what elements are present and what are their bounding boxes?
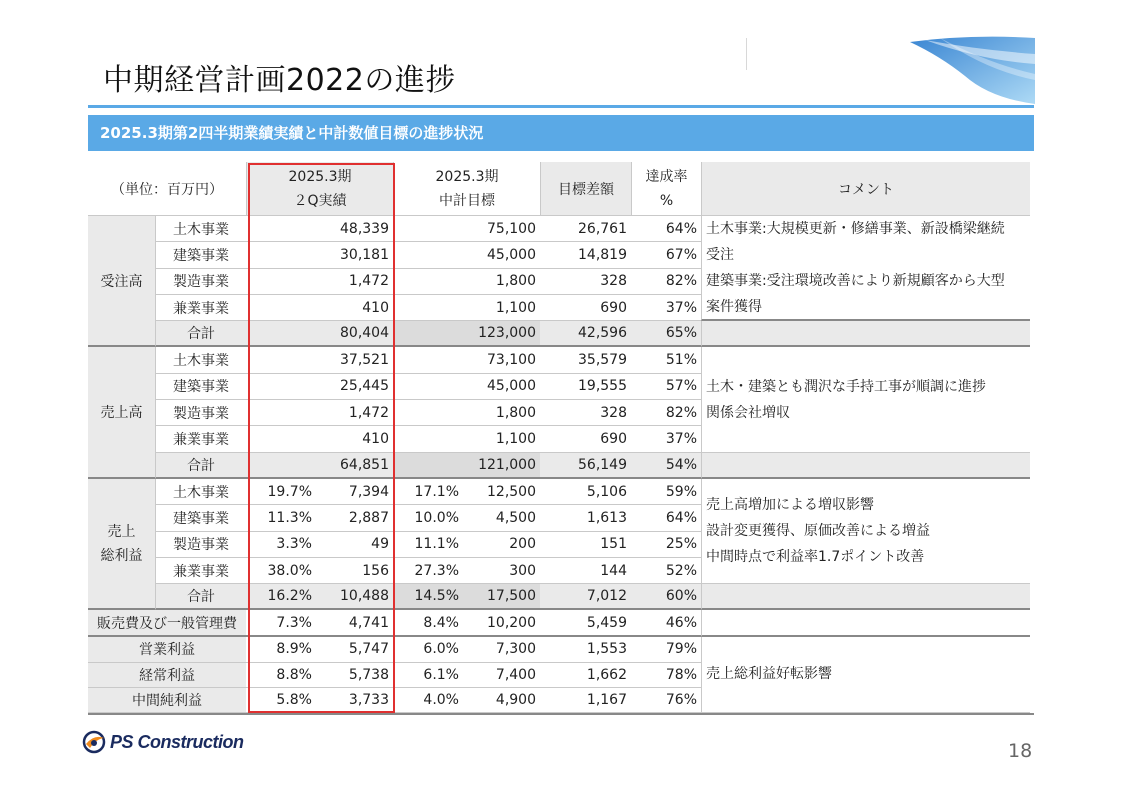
row-name: 建築事業 — [156, 374, 246, 400]
diff-value: 690 — [540, 295, 631, 321]
diff-value: 14,819 — [540, 242, 631, 268]
plan-value: 4,900 — [463, 688, 540, 713]
rate-value: 82% — [631, 269, 701, 295]
rate-value: 82% — [631, 400, 701, 426]
plan-value: 1,100 — [393, 426, 540, 452]
plan-value: 75,100 — [393, 216, 540, 242]
diff-value: 26,761 — [540, 216, 631, 242]
total-plan: 121,000 — [393, 453, 540, 479]
actual-value: 49 — [316, 532, 393, 558]
actual-pct: 38.0% — [246, 558, 316, 584]
orders-label: 受注高 — [88, 216, 156, 347]
diff-value: 328 — [540, 400, 631, 426]
progress-table — [88, 162, 1034, 713]
comment-line: 売上高増加による増収影響 — [706, 497, 874, 514]
actual-value: 5,747 — [316, 637, 393, 663]
plan-value: 73,100 — [393, 347, 540, 373]
sga-comment-cell — [701, 610, 1030, 636]
diff-value: 1,662 — [540, 663, 631, 688]
total-rate: 54% — [631, 453, 701, 479]
plan-value: 1,800 — [393, 269, 540, 295]
rate-value: 37% — [631, 295, 701, 321]
rate-value: 78% — [631, 663, 701, 688]
actual-value: 37,521 — [246, 347, 393, 373]
actual-pct: 8.8% — [246, 663, 316, 688]
comment-line: 関係会社増収 — [706, 404, 790, 421]
row-name: 製造事業 — [156, 532, 246, 558]
row-name: 土木事業 — [156, 347, 246, 373]
plan-pct: 4.0% — [393, 688, 463, 713]
row-name: 兼業事業 — [156, 558, 246, 584]
diff-header: 目標差額 — [540, 162, 631, 216]
comment-line: 土木・建築とも潤沢な手持工事が順調に進捗 — [706, 378, 986, 395]
sga-plan-pct: 8.4% — [393, 610, 463, 636]
diff-value: 1,167 — [540, 688, 631, 713]
comment-line: 受注 — [706, 246, 734, 263]
diff-value: 1,613 — [540, 505, 631, 531]
actual-value: 2,887 — [316, 505, 393, 531]
rate-value: 76% — [631, 688, 701, 713]
total-plan: 123,000 — [393, 321, 540, 347]
sales-label: 売上高 — [88, 347, 156, 478]
row-name: 土木事業 — [156, 216, 246, 242]
diff-value: 151 — [540, 532, 631, 558]
comment-header: コメント — [701, 162, 1030, 216]
page-number: 18 — [1008, 740, 1033, 762]
rate-header-line2: % — [659, 192, 674, 209]
plan-header-line2: 中計目標 — [439, 192, 495, 209]
total-actual: 80,404 — [246, 321, 393, 347]
plan-value: 4,500 — [463, 505, 540, 531]
sga-rate: 46% — [631, 610, 701, 636]
plan-pct: 6.1% — [393, 663, 463, 688]
actual-pct: 3.3% — [246, 532, 316, 558]
gross-comment — [701, 479, 1030, 584]
orders-comment — [701, 216, 1030, 321]
total-actual: 10,488 — [316, 584, 393, 610]
actual-value: 7,394 — [316, 479, 393, 505]
plan-header-line1: 2025.3期 — [435, 168, 499, 185]
rate-value: 79% — [631, 637, 701, 663]
plan-pct: 17.1% — [393, 479, 463, 505]
header-divider — [746, 38, 747, 70]
comment-line: 中間時点で利益率1.7ポイント改善 — [706, 549, 925, 566]
diff-value: 144 — [540, 558, 631, 584]
company-logo — [82, 730, 244, 754]
total-diff: 42,596 — [540, 321, 631, 347]
page-title: 中期経営計画2022の進捗 — [103, 63, 456, 98]
total-name: 合計 — [156, 321, 246, 347]
diff-value: 690 — [540, 426, 631, 452]
row-name: 経常利益 — [88, 663, 246, 688]
actual-value: 410 — [246, 295, 393, 321]
section-title: 2025.3期第2四半期業績実績と中計数値目標の進捗状況 — [88, 115, 1034, 151]
diff-value: 328 — [540, 269, 631, 295]
actual-header-line2: ２Q実績 — [293, 192, 347, 209]
rate-value: 64% — [631, 216, 701, 242]
plan-value: 45,000 — [393, 242, 540, 268]
plan-pct: 6.0% — [393, 637, 463, 663]
rate-header-line1: 達成率 — [645, 168, 688, 185]
row-name: 製造事業 — [156, 269, 246, 295]
rate-value: 57% — [631, 374, 701, 400]
row-name: 中間純利益 — [88, 688, 246, 713]
plan-value: 7,300 — [463, 637, 540, 663]
actual-value: 1,472 — [246, 400, 393, 426]
diff-value: 1,553 — [540, 637, 631, 663]
total-plan-pct: 14.5% — [393, 584, 463, 610]
row-name: 兼業事業 — [156, 426, 246, 452]
diff-value: 35,579 — [540, 347, 631, 373]
comment-line: 建築事業:受注環境改善により新規顧客から大型 — [706, 272, 1005, 289]
profit-comment: 売上総利益好転影響 — [701, 637, 1030, 713]
actual-value: 1,472 — [246, 269, 393, 295]
rate-value: 67% — [631, 242, 701, 268]
comment-line: 案件獲得 — [706, 298, 762, 315]
logo-text: PS Construction — [110, 731, 244, 752]
actual-header — [246, 162, 393, 216]
comment-line: 土木事業:大規模更新・修繕事業、新設橋梁継続 — [706, 220, 1005, 237]
total-actual: 64,851 — [246, 453, 393, 479]
sga-actual: 4,741 — [316, 610, 393, 636]
plan-value: 200 — [463, 532, 540, 558]
actual-pct: 11.3% — [246, 505, 316, 531]
actual-pct: 5.8% — [246, 688, 316, 713]
plan-header — [393, 162, 540, 216]
row-name: 土木事業 — [156, 479, 246, 505]
table-bottom-rule — [88, 713, 1034, 715]
corner-wave-decoration — [880, 34, 1035, 104]
actual-header-line1: 2025.3期 — [288, 168, 352, 185]
ps-logo-icon — [82, 730, 106, 754]
row-name: 製造事業 — [156, 400, 246, 426]
rate-header — [631, 162, 701, 216]
total-diff: 7,012 — [540, 584, 631, 610]
actual-value: 48,339 — [246, 216, 393, 242]
sga-plan: 10,200 — [463, 610, 540, 636]
plan-pct: 10.0% — [393, 505, 463, 531]
plan-pct: 27.3% — [393, 558, 463, 584]
sga-actual-pct: 7.3% — [246, 610, 316, 636]
actual-value: 25,445 — [246, 374, 393, 400]
total-name: 合計 — [156, 453, 246, 479]
plan-value: 12,500 — [463, 479, 540, 505]
actual-value: 5,738 — [316, 663, 393, 688]
gross-label-line1: 売上 — [107, 523, 136, 540]
row-name: 建築事業 — [156, 505, 246, 531]
actual-pct: 8.9% — [246, 637, 316, 663]
total-plan: 17,500 — [463, 584, 540, 610]
total-diff: 56,149 — [540, 453, 631, 479]
total-actual-pct: 16.2% — [246, 584, 316, 610]
row-name: 営業利益 — [88, 637, 246, 663]
sales-comment — [701, 347, 1030, 452]
actual-value: 156 — [316, 558, 393, 584]
total-comment-cell — [701, 584, 1030, 610]
rate-value: 52% — [631, 558, 701, 584]
sga-label: 販売費及び一般管理費 — [88, 610, 246, 636]
row-name: 建築事業 — [156, 242, 246, 268]
plan-value: 300 — [463, 558, 540, 584]
unit-header: （単位：百万円） — [88, 162, 246, 216]
actual-pct: 19.7% — [246, 479, 316, 505]
plan-value: 1,100 — [393, 295, 540, 321]
plan-pct: 11.1% — [393, 532, 463, 558]
row-name: 兼業事業 — [156, 295, 246, 321]
actual-value: 30,181 — [246, 242, 393, 268]
actual-value: 410 — [246, 426, 393, 452]
rate-value: 37% — [631, 426, 701, 452]
plan-value: 7,400 — [463, 663, 540, 688]
diff-value: 19,555 — [540, 374, 631, 400]
plan-value: 1,800 — [393, 400, 540, 426]
diff-value: 5,106 — [540, 479, 631, 505]
total-comment-cell — [701, 321, 1030, 347]
sga-diff: 5,459 — [540, 610, 631, 636]
rate-value: 64% — [631, 505, 701, 531]
gross-label-line2: 総利益 — [100, 547, 143, 564]
rate-value: 51% — [631, 347, 701, 373]
total-rate: 65% — [631, 321, 701, 347]
comment-line: 設計変更獲得、原価改善による増益 — [706, 523, 930, 540]
title-underline — [88, 105, 1034, 108]
gross-profit-label — [88, 479, 156, 610]
total-name: 合計 — [156, 584, 246, 610]
plan-value: 45,000 — [393, 374, 540, 400]
actual-value: 3,733 — [316, 688, 393, 713]
total-rate: 60% — [631, 584, 701, 610]
rate-value: 59% — [631, 479, 701, 505]
rate-value: 25% — [631, 532, 701, 558]
total-comment-cell — [701, 453, 1030, 479]
